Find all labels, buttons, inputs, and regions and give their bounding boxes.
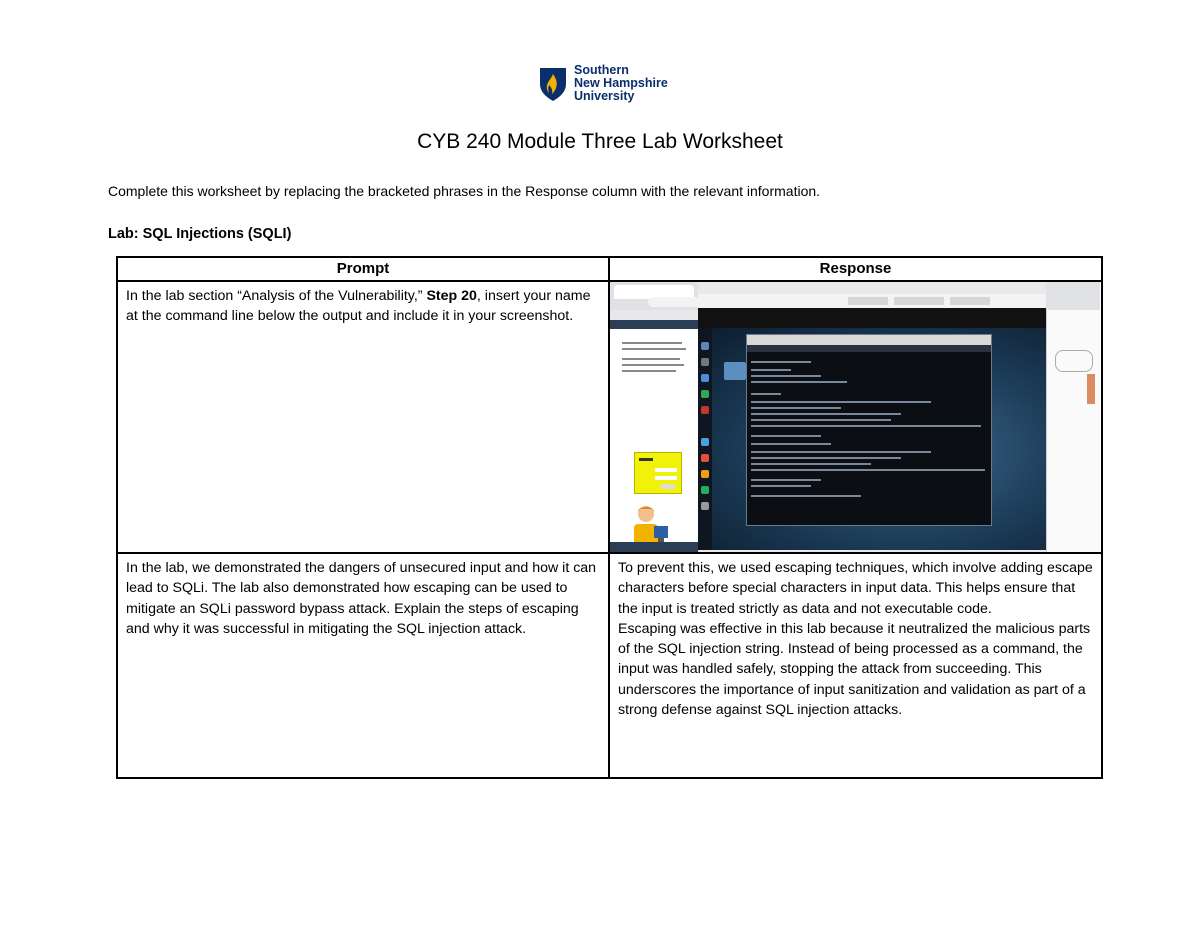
logo-wordmark: [574, 64, 668, 103]
terminal-window: [746, 334, 992, 526]
logo-line-3: University: [574, 89, 635, 103]
table-header-row: [117, 257, 1102, 281]
prompt-text-1: In the lab section “Analysis of the Vulnerability,” Step 20, insert your name at the command line below the output and include it in your screenshot.: [126, 288, 591, 325]
kali-dock: [698, 328, 712, 550]
worksheet-table: [116, 256, 1103, 779]
step-number: Step 20: [426, 288, 477, 304]
response-column-header: Response: [609, 257, 1102, 281]
lab-screenshot-image: [610, 282, 1100, 552]
login-form: [634, 452, 682, 494]
web-login-page: [610, 320, 699, 552]
prompt-cell-1: [117, 281, 609, 553]
vm-window: [698, 282, 1046, 550]
response-paragraph-2: Escaping was effective in this lab because it neutralized the malicious parts of the SQL injection string. Instead of being processed as a command, the input was handled safely, stopping the attack from succeeding. This underscores the importance of input sanitization and validation as part of a strong defense against SQL injection attacks.: [618, 620, 1091, 719]
lab-heading: Lab: SQL Injections (SQLI): [108, 226, 292, 242]
prompt-cell-2: [117, 553, 609, 778]
shield-flame-icon: [538, 66, 568, 102]
prompt-column-header: Prompt: [117, 257, 609, 281]
response-cell-1: [609, 281, 1102, 553]
snhu-logo: [538, 64, 668, 103]
response-paragraph-1: To prevent this, we used escaping techniques, which involve adding escape characters before special characters in input data. This helps ensure that the input is treated strictly as data and not executable code.: [618, 560, 1093, 617]
logo-line-2: New Hampshire: [574, 76, 668, 90]
instructions-text: Complete this worksheet by replacing the bracketed phrases in the Response column with the relevant information.: [108, 183, 821, 199]
response-text-2: [610, 554, 1101, 724]
logo-line-1: Southern: [574, 63, 629, 77]
table-row: [117, 281, 1102, 553]
browser-side-pane: [1046, 310, 1100, 552]
page-title: CYB 240 Module Three Lab Worksheet: [417, 130, 783, 153]
prompt-text-2: In the lab, we demonstrated the dangers of unsecured input and how it can lead to SQLi. The lab also demonstrated how escaping can be used to mitigate an SQLi password bypass attack. Explain the steps of escaping and why it was successful in mitigating the SQL injection attack.: [126, 560, 597, 637]
folder-icon: [724, 362, 746, 380]
table-row: [117, 553, 1102, 778]
response-cell-2: [609, 553, 1102, 778]
